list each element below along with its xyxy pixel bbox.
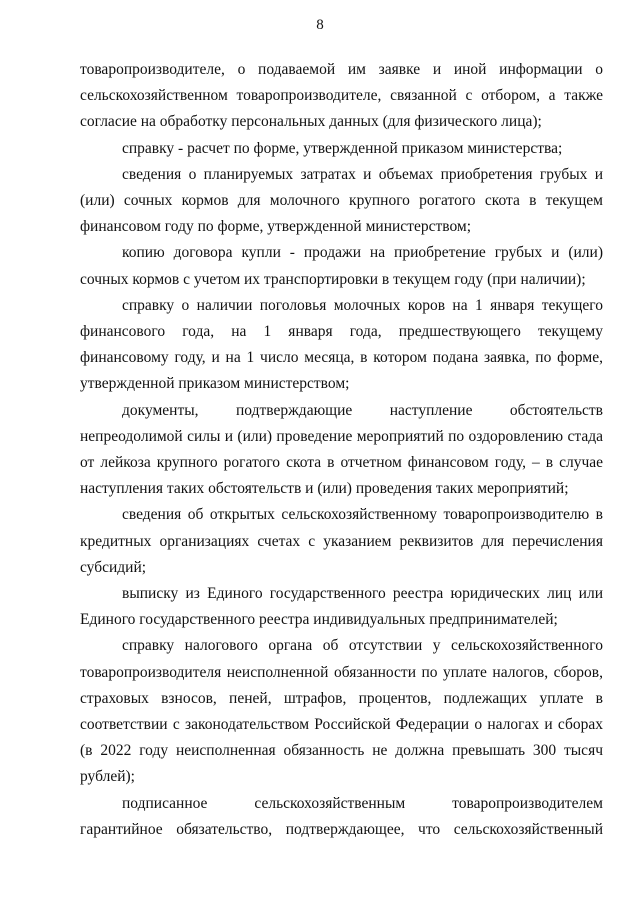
paragraph-force-majeure-documents: документы, подтверждающие наступление обстоятельств непреодолимой силы и (или) проведение мероприятий по оздоровлению стада от лейкоза крупного рогатого скота в отчетном финансовом году, – в случае наступления таких обстоятельств и (или) проведения таких мероприятий; <box>80 401 603 498</box>
paragraph-consent: товаропроизводителе, о подаваемой им заявке и иной информации о сельскохозяйственном товаропроизводителе, связанной с отбором, а также согласие на обработку персональных данных (для физического лица); <box>80 61 603 131</box>
paragraph-guarantee-obligation: подписанное сельскохозяйственным товаропроизводителем гарантийное обязательство, подтверждающее, что сельскохозяйственный <box>80 794 603 838</box>
paragraph-state-register-extract: выписку из Единого государственного реестра юридических лиц или Единого государственного реестра индивидуальных предпринимателей; <box>80 585 603 629</box>
page-number: 8 <box>316 17 324 33</box>
document-body <box>80 57 603 843</box>
paragraph-tax-certificate: справку налогового органа об отсутствии у сельскохозяйственного товаропроизводителя неисполненной обязанности по уплате налогов, сборов, страховых взносов, пеней, штрафов, процентов, подлежащих уплате в соответствии с законодательством Российской Федерации о налогах и сборах (в 2022 году неисполненная обязанность не должна превышать 300 тысяч рублей); <box>80 637 603 786</box>
paragraph-livestock-certificate: справку о наличии поголовья молочных коров на 1 января текущего финансового года, на 1 января года, предшествующего текущему финансовому году, и на 1 число месяца, в котором подана заявка, по форме, утвержденной приказом министерством; <box>80 296 603 393</box>
paragraph-purchase-contract: копию договора купли - продажи на приобретение грубых и (или) сочных кормов с учетом их транспортировки в текущем году (при наличии); <box>80 244 603 288</box>
paragraph-calculation-certificate: справку - расчет по форме, утвержденной приказом министерства; <box>122 139 563 157</box>
paragraph-planned-costs: сведения о планируемых затратах и объемах приобретения грубых и (или) сочных кормов для молочного крупного рогатого скота в текущем финансовом году по форме, утвержденной министерством; <box>80 165 603 236</box>
paragraph-bank-accounts: сведения об открытых сельскохозяйственному товаропроизводителю в кредитных организациях счетах с указанием реквизитов для перечисления субсидий; <box>80 506 603 576</box>
